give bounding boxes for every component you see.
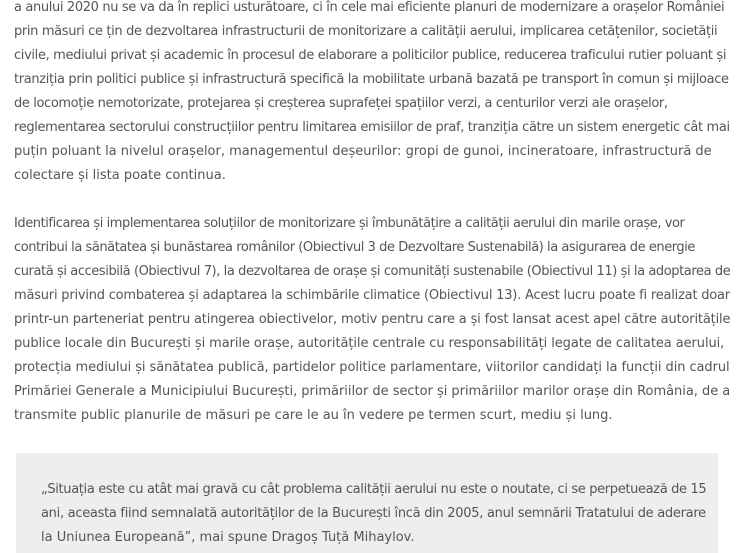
paragraph-line: curată și accesibilă (Obiectivul 7), la dezvoltarea de orașe și comunități sustenabile (Obiectivul 11) și la adoptarea de bbox=[14, 264, 731, 279]
paragraph-line: contribui la sănătatea și bunăstarea românilor (Obiectivul 3 de Dezvoltare Sustenabilă) la asigurarea de energie bbox=[14, 240, 695, 255]
paragraph-line: prin măsuri ce țin de dezvoltarea infrastructurii de monitorizare a calității aerului, implicarea cetățenilor, societății bbox=[14, 24, 718, 39]
paragraph-line: publice locale din București și marile orașe, autoritățile centrale cu responsabilități legate de calitatea aerului, bbox=[14, 336, 725, 351]
paragraph-line: Identificarea și implementarea soluțiilor de monitorizare și îmbunătățire a calității aerului din marile orașe, vor bbox=[14, 216, 685, 231]
paragraph-line: civile, mediului privat și academic în procesul de elaborare a politicilor publice, reducerea traficului rutier poluant și bbox=[14, 48, 727, 63]
quote-line: la Uniunea Europeană”, mai spune Dragoș Tuță Mihaylov. bbox=[41, 530, 415, 545]
article-paragraph bbox=[14, 0, 730, 188]
paragraph-line: protecția mediului și sănătatea publică, partidelor politice parlamentare, viitorilor candidați la funcții din cadrul bbox=[14, 360, 730, 375]
paragraph-line: transmite public planurile de măsuri pe care le au în vedere pe termen scurt, mediu și lung. bbox=[14, 408, 613, 423]
paragraph-line: puțin poluant la nivelul orașelor, managementul deșeurilor: gropi de gunoi, incineratoare, infrastructură de bbox=[14, 144, 712, 159]
article-paragraph bbox=[14, 212, 730, 428]
paragraph-line: colectare și lista poate continua. bbox=[14, 168, 226, 183]
paragraph-line: tranziția prin politici publice și infrastructură specifică la mobilitate urbană bazată pe transport în comun și mijloace bbox=[14, 72, 729, 87]
paragraph-line: printr-un parteneriat pentru atingerea obiectivelor, motiv pentru care a și fost lansat acest apel către autoritățile bbox=[14, 312, 731, 327]
paragraph-line: reglementarea sectorului construcțiilor pentru limitarea emisiilor de praf, tranziția către un sistem energetic cât mai bbox=[14, 120, 730, 135]
paragraph-line: Primăriei Generale a Municipiului București, primăriilor de sector și primăriilor marilor orașe din România, de a bbox=[14, 384, 731, 399]
quote-line: „Situația este cu atât mai gravă cu cât problema calității aerului nu este o noutate, ci se perpetuează de 15 bbox=[41, 482, 707, 497]
blockquote bbox=[16, 453, 718, 553]
quote-text bbox=[41, 478, 706, 550]
quote-line: ani, aceasta fiind semnalată autorităților de la București încă din 2005, anul semnării Tratatului de aderare bbox=[41, 506, 706, 521]
paragraph-line: măsuri privind combaterea și adaptarea la schimbările climatice (Obiectivul 13). Acest lucru poate fi realizat doar bbox=[14, 288, 730, 303]
paragraph-line: de locomoție nemotorizate, protejarea și creșterea suprafeței spațiilor verzi, a centurilor verzi ale orașelor, bbox=[14, 96, 668, 111]
paragraph-line: a anului 2020 nu se va da în replici usturătoare, ci în cele mai eficiente planuri de modernizare a orașelor României bbox=[14, 0, 725, 15]
